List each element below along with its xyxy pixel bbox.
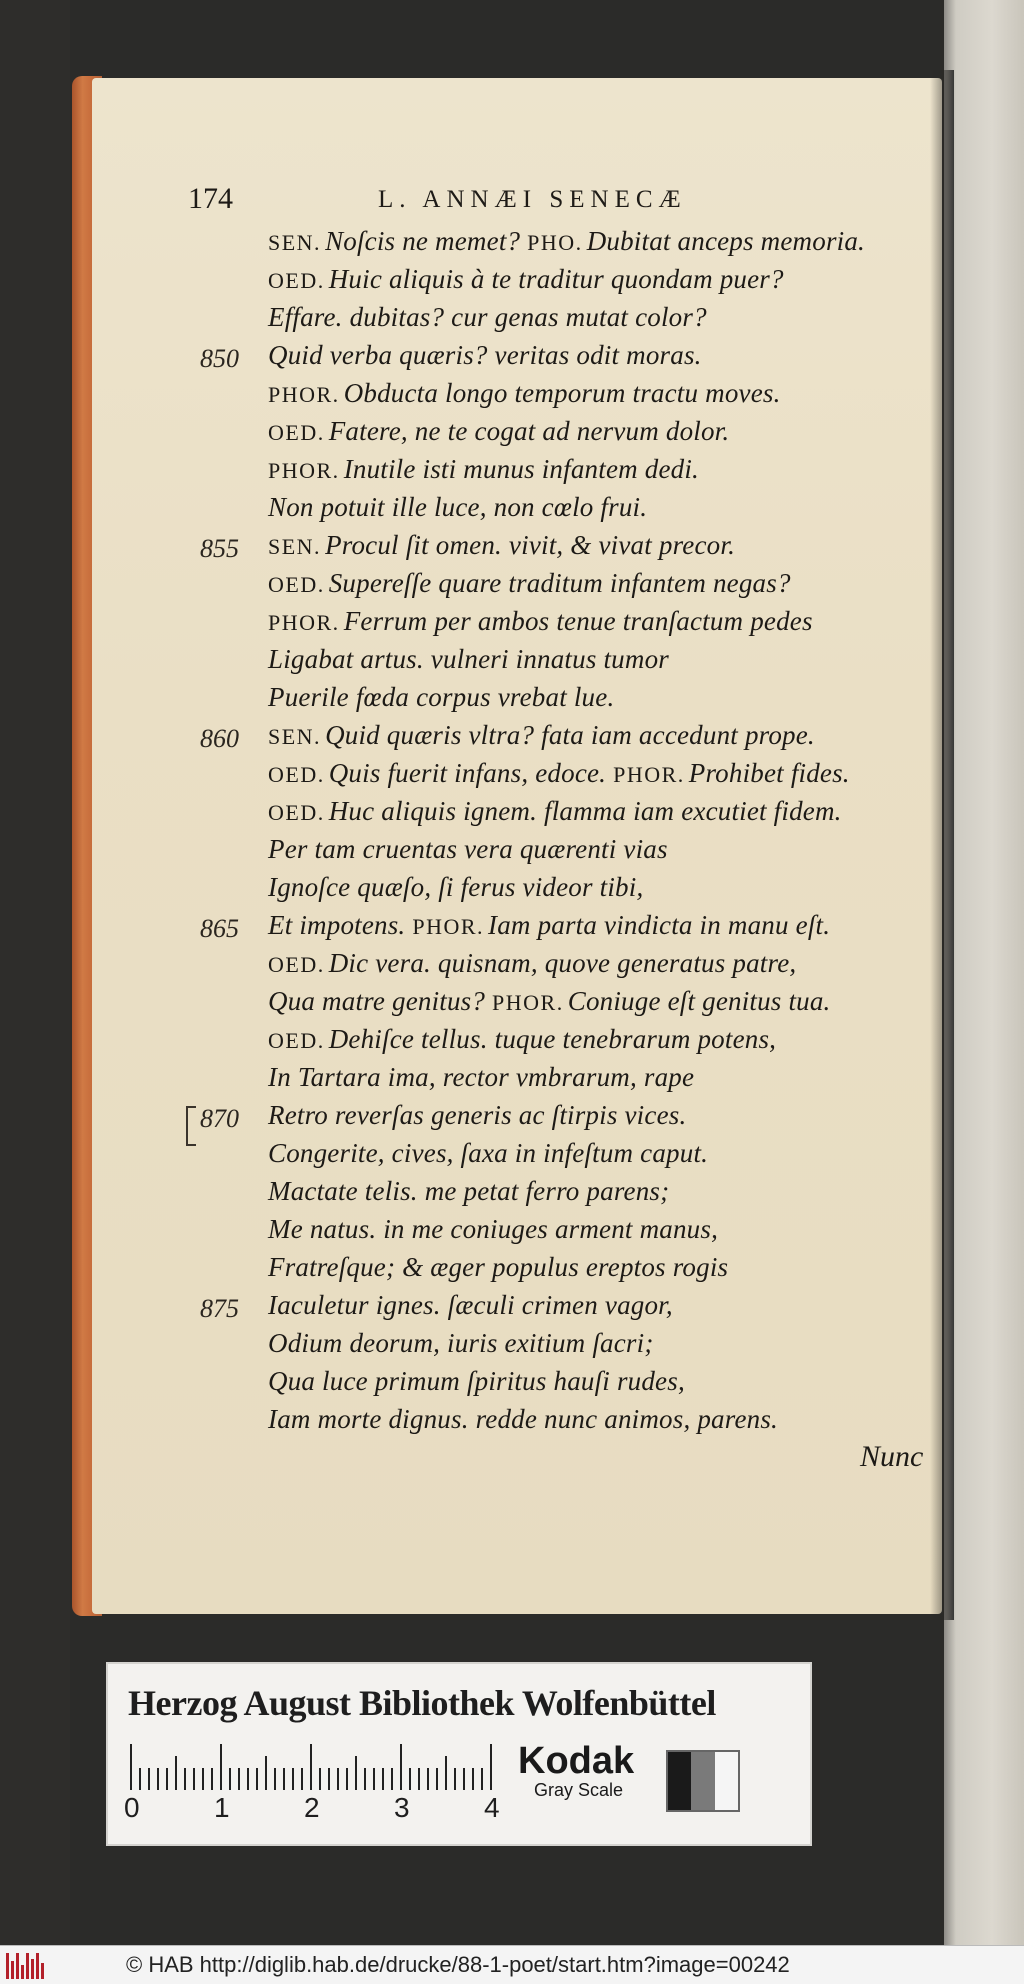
line-number: 850: [200, 344, 239, 373]
speaker-label: PHOR.: [268, 382, 340, 407]
ruler-tick: [454, 1768, 456, 1790]
verse-text: Effare. dubitas? cur genas mutat color?: [268, 302, 707, 332]
verse-line: [268, 720, 815, 751]
ruler-tick: [337, 1768, 339, 1790]
verse-text: Obducta longo temporum tractu moves.: [343, 378, 781, 408]
verse-line: [268, 1214, 718, 1245]
verse-text: Dic vera. quisnam, quove generatus patre,: [328, 948, 797, 978]
ruler-tick: [193, 1768, 195, 1790]
verse-text: Huc aliquis ignem. flamma iam excutiet fidem.: [328, 796, 842, 826]
ruler-tick: [373, 1768, 375, 1790]
verse-line: [268, 644, 669, 675]
verse-text: Odium deorum, iuris exitium ſacri;: [268, 1328, 654, 1358]
ruler-tick: [166, 1768, 168, 1790]
verse-text: Prohibet fides.: [688, 758, 850, 788]
verse-line: [268, 948, 796, 979]
verse-line: [268, 1024, 776, 1055]
verse-text: Dehiſce tellus. tuque tenebrarum potens,: [328, 1024, 777, 1054]
ruler-tick: [220, 1744, 222, 1790]
scan-left-margin: [0, 0, 70, 1945]
verse-text: Coniuge eſt genitus tua.: [567, 986, 831, 1016]
folio-number: 174: [188, 182, 233, 215]
verse-text: Mactate telis. me petat ferro parens;: [268, 1176, 670, 1206]
ruler: [130, 1742, 510, 1790]
ruler-number: 4: [484, 1792, 500, 1823]
kodak-logo: Kodak: [518, 1740, 635, 1782]
verse-text: Inutile isti munus infantem dedi.: [343, 454, 700, 484]
speaker-label: SEN.: [268, 724, 322, 749]
verse-line: [268, 340, 702, 371]
verse-line: [268, 606, 813, 637]
ruler-tick: [130, 1744, 132, 1790]
verse-line: [268, 1176, 669, 1207]
speaker-label: PHOR.: [412, 914, 485, 939]
verse-line: [268, 1252, 728, 1283]
verse-text: Congerite, cives, ſaxa in infeſtum caput.: [268, 1138, 709, 1168]
ruler-tick: [310, 1744, 312, 1790]
verse-line: [268, 986, 831, 1017]
ruler-tick: [409, 1768, 411, 1790]
verse-text: Huic aliquis à te traditur quondam puer?: [328, 264, 784, 294]
speaker-label: OED.: [268, 762, 325, 787]
footer-copyright-link[interactable]: © HAB http://diglib.hab.de/drucke/88-1-poet/start.htm?image=00242: [126, 1952, 790, 1977]
ruler-tick: [400, 1744, 402, 1790]
card-title: Herzog August Bibliothek Wolfenbüttel: [128, 1683, 716, 1723]
verse-text: Iam morte dignus. redde nunc animos, parens.: [268, 1404, 779, 1434]
ruler-tick: [463, 1768, 465, 1790]
line-number: 870: [200, 1104, 239, 1133]
ruler-tick: [274, 1768, 276, 1790]
verse-text: Qua luce primum ſpiritus hauſi rudes,: [268, 1366, 685, 1396]
verse-line: [268, 302, 707, 333]
gray-swatch: [666, 1750, 740, 1812]
facing-page-edge: [944, 0, 1024, 1945]
verse-line: [268, 1138, 708, 1169]
ruler-tick: [256, 1768, 258, 1790]
verse-text: Quid quæris vltra? fata iam accedunt prope.: [325, 720, 815, 750]
speaker-label: OED.: [268, 952, 325, 977]
gutter-shadow: [930, 70, 954, 1620]
verse-line: [268, 416, 729, 447]
ruler-number: 3: [394, 1792, 410, 1823]
verse-line: [268, 530, 735, 561]
ruler-tick: [436, 1768, 438, 1790]
ruler-tick: [481, 1768, 483, 1790]
verse-line: [268, 872, 643, 903]
speaker-label: PHOR.: [492, 990, 564, 1015]
ruler-tick: [184, 1768, 186, 1790]
running-head: L. ANNÆI SENECÆ: [378, 186, 687, 213]
ruler-tick: [364, 1768, 366, 1790]
gray-scale-label: Gray Scale: [534, 1780, 624, 1800]
ruler-tick: [382, 1768, 384, 1790]
verse-text: Iam parta vindicta in manu eſt.: [488, 910, 831, 940]
speaker-label: OED.: [268, 572, 325, 597]
verse-text: Ignoſce quæſo, ſi ferus videor tibi,: [268, 872, 644, 902]
verse-line: [268, 1328, 654, 1359]
ruler-tick: [238, 1768, 240, 1790]
verse-text: Qua matre genitus?: [268, 986, 486, 1016]
verse-text: Non potuit ille luce, non cœlo frui.: [268, 492, 648, 522]
ruler-tick: [292, 1768, 294, 1790]
speaker-label: PHO.: [527, 230, 583, 255]
speaker-label: PHOR.: [268, 458, 340, 483]
verse-text: Iaculetur ignes. ſæculi crimen vagor,: [268, 1290, 673, 1320]
verse-text: Ligabat artus. vulneri innatus tumor: [268, 644, 669, 674]
ruler-tick: [283, 1768, 285, 1790]
verse-text: Me natus. in me coniuges arment manus,: [268, 1214, 719, 1244]
verse-line: [268, 1366, 685, 1397]
ruler-number: 1: [214, 1792, 230, 1823]
speaker-label: OED.: [268, 420, 325, 445]
verse-line: [268, 454, 699, 485]
verse-line: [268, 834, 668, 865]
ruler-number: 0: [124, 1792, 140, 1823]
verse-line: [268, 682, 614, 713]
verse-text: Procul ſit omen. vivit, & vivat precor.: [325, 530, 736, 560]
ruler-tick: [211, 1768, 213, 1790]
verse-text: Per tam cruentas vera quærenti vias: [268, 834, 668, 864]
verse-line: [268, 1100, 686, 1131]
ruler-tick: [175, 1756, 177, 1790]
catchword: Nunc: [860, 1440, 924, 1473]
ruler-tick: [319, 1768, 321, 1790]
ruler-tick: [355, 1756, 357, 1790]
color-target-card: [106, 1662, 812, 1846]
verse-text: Quis fuerit infans, edoce.: [328, 758, 607, 788]
ruler-tick: [247, 1768, 249, 1790]
speaker-label: SEN.: [268, 534, 322, 559]
verse-line: [268, 1062, 694, 1093]
margin-bracket: [186, 1106, 196, 1146]
ruler-tick: [139, 1768, 141, 1790]
ruler-tick: [391, 1768, 393, 1790]
verse-line: [268, 910, 830, 941]
verse-line: [268, 264, 784, 295]
verse-text: In Tartara ima, rector vmbrarum, rape: [268, 1062, 695, 1092]
verse-text: Ferrum per ambos tenue tranſactum pedes: [343, 606, 813, 636]
verse-text: Et impotens.: [268, 910, 406, 940]
verse-text: Retro reverſas generis ac ſtirpis vices.: [268, 1100, 687, 1130]
line-number: 855: [200, 534, 239, 563]
verse-text: Puerile fœda corpus vrebat lue.: [268, 682, 615, 712]
verse-line: [268, 1404, 778, 1435]
footer-bar: [0, 1945, 1024, 1984]
speaker-label: PHOR.: [613, 762, 685, 787]
verse-line: [268, 568, 791, 599]
line-number: 865: [200, 914, 239, 943]
line-number: 860: [200, 724, 239, 753]
verse-text: Quid verba quæris? veritas odit moras.: [268, 340, 702, 370]
line-number: 875: [200, 1294, 239, 1323]
verse-text: Fatere, ne te cogat ad nervum dolor.: [328, 416, 730, 446]
ruler-tick: [472, 1768, 474, 1790]
verse-text: Noſcis ne memet?: [325, 226, 521, 256]
ruler-tick: [427, 1768, 429, 1790]
ruler-tick: [445, 1756, 447, 1790]
verse-line: [268, 226, 865, 257]
speaker-label: OED.: [268, 268, 325, 293]
verse-line: [268, 378, 781, 409]
speaker-label: OED.: [268, 800, 325, 825]
speaker-label: SEN.: [268, 230, 322, 255]
ruler-tick: [301, 1768, 303, 1790]
ruler-tick: [328, 1768, 330, 1790]
verse-line: [268, 758, 850, 789]
verse-line: [268, 1290, 673, 1321]
ruler-number: 2: [304, 1792, 320, 1823]
ruler-tick: [490, 1744, 492, 1790]
verse-text: Fratreſque; & æger populus ereptos rogis: [268, 1252, 729, 1282]
ruler-tick: [229, 1768, 231, 1790]
verse-text: Dubitat anceps memoria.: [586, 226, 866, 256]
ruler-tick: [418, 1768, 420, 1790]
speaker-label: OED.: [268, 1028, 325, 1053]
ruler-tick: [202, 1768, 204, 1790]
verse-line: [268, 796, 842, 827]
verse-text: Supereſſe quare traditum infantem negas?: [328, 568, 791, 598]
ruler-tick: [265, 1756, 267, 1790]
verse-line: [268, 492, 647, 523]
ruler-tick: [148, 1768, 150, 1790]
hab-logo-icon: [6, 1951, 48, 1979]
ruler-tick: [157, 1768, 159, 1790]
ruler-tick: [346, 1768, 348, 1790]
speaker-label: PHOR.: [268, 610, 340, 635]
